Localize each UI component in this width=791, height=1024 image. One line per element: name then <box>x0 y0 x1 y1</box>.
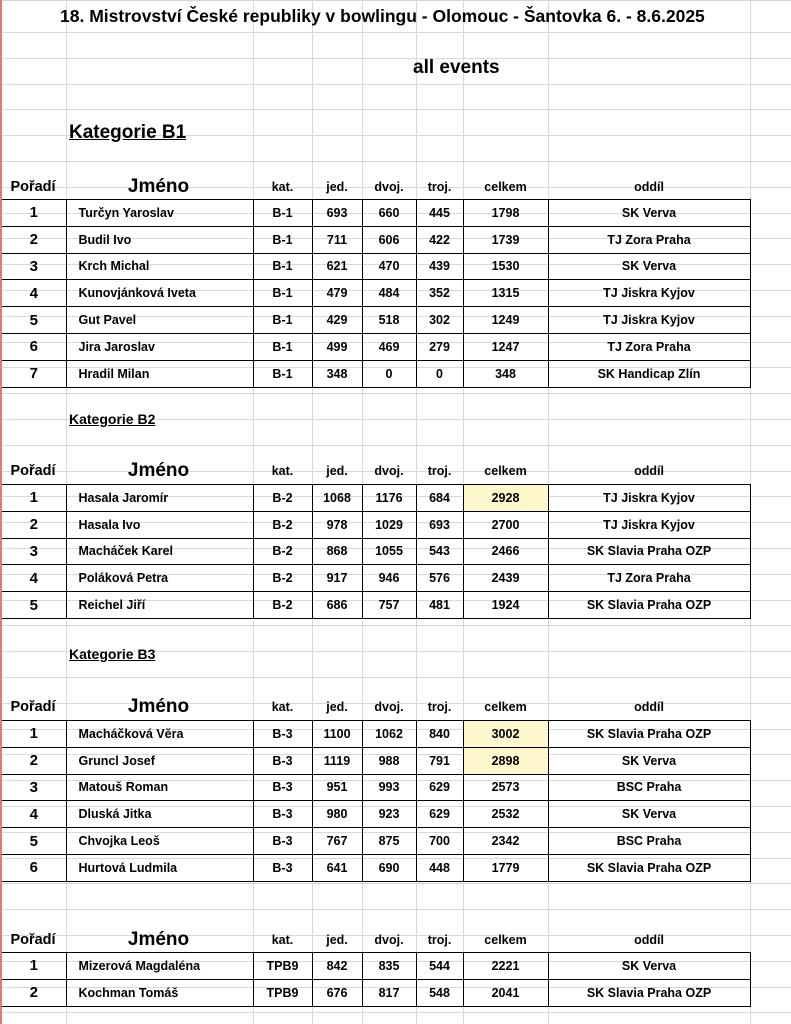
column-header-total: celkem <box>484 464 527 478</box>
cell-rank: 1 <box>2 485 66 512</box>
cell-name: Jira Jaroslav <box>66 333 253 360</box>
cell-rank: 4 <box>2 280 66 307</box>
cell-g1: 479 <box>312 280 362 307</box>
cell-g1: 951 <box>312 774 362 801</box>
column-header-cat: kat. <box>271 464 294 478</box>
cell-total: 1798 <box>463 200 548 227</box>
cell-total: 1530 <box>463 253 548 280</box>
cell-g1: 917 <box>312 565 362 592</box>
column-header-club: oddíl <box>634 180 664 194</box>
cell-rank: 2 <box>2 511 66 538</box>
column-header-g2: dvoj. <box>374 180 404 194</box>
cell-club: TJ Zora Praha <box>548 226 750 253</box>
cell-g3: 0 <box>416 360 463 387</box>
column-header-g3: troj. <box>427 464 452 478</box>
cell-name: Krch Michal <box>66 253 253 280</box>
cell-cat: B-2 <box>253 485 312 512</box>
cell-name: Reichel Jiří <box>66 592 253 619</box>
cell-g3: 543 <box>416 538 463 565</box>
cell-g1: 842 <box>312 953 362 980</box>
cell-total: 2928 <box>463 485 548 512</box>
gridline-horizontal <box>0 445 791 446</box>
cell-total: 348 <box>463 360 548 387</box>
cell-rank: 4 <box>2 565 66 592</box>
cell-cat: B-1 <box>253 333 312 360</box>
cell-rank: 5 <box>2 592 66 619</box>
column-header-g1: jed. <box>326 180 348 194</box>
cell-cat: TPB9 <box>253 979 312 1006</box>
table-row <box>2 565 750 592</box>
cell-club: SK Slavia Praha OZP <box>548 721 750 748</box>
cell-cat: B-2 <box>253 511 312 538</box>
column-header-name: Jméno <box>127 460 190 481</box>
cell-rank: 1 <box>2 200 66 227</box>
cell-total: 2342 <box>463 828 548 855</box>
cell-cat: B-2 <box>253 565 312 592</box>
cell-club: SK Slavia Praha OZP <box>548 592 750 619</box>
cell-name: Gruncl Josef <box>66 747 253 774</box>
cell-total: 2573 <box>463 774 548 801</box>
cell-cat: TPB9 <box>253 953 312 980</box>
cell-g1: 1068 <box>312 485 362 512</box>
cell-total: 2700 <box>463 511 548 538</box>
column-header-club: oddíl <box>634 933 664 947</box>
cell-rank: 2 <box>2 747 66 774</box>
cell-rank: 3 <box>2 253 66 280</box>
cell-cat: B-3 <box>253 801 312 828</box>
table-row <box>2 280 750 307</box>
cell-g1: 499 <box>312 333 362 360</box>
cell-total: 2532 <box>463 801 548 828</box>
column-header-g3: troj. <box>427 700 452 714</box>
column-header-rank: Pořadí <box>10 463 56 479</box>
results-table-4 <box>2 952 751 1007</box>
cell-club: SK Slavia Praha OZP <box>548 854 750 881</box>
column-header-g1: jed. <box>326 464 348 478</box>
column-header-name: Jméno <box>127 929 190 950</box>
column-header-g2: dvoj. <box>374 700 404 714</box>
cell-club: SK Slavia Praha OZP <box>548 538 750 565</box>
cell-g3: 422 <box>416 226 463 253</box>
cell-rank: 6 <box>2 854 66 881</box>
cell-cat: B-1 <box>253 253 312 280</box>
cell-club: SK Slavia Praha OZP <box>548 979 750 1006</box>
cell-name: Hurtová Ludmila <box>66 854 253 881</box>
cell-rank: 7 <box>2 360 66 387</box>
cell-g1: 621 <box>312 253 362 280</box>
column-header-total: celkem <box>484 700 527 714</box>
results-table-3 <box>2 720 751 882</box>
gridline-horizontal <box>0 677 791 678</box>
cell-g3: 302 <box>416 307 463 334</box>
cell-g3: 445 <box>416 200 463 227</box>
table-row <box>2 721 750 748</box>
category-heading-b1: Kategorie B1 <box>69 122 187 143</box>
gridline-horizontal <box>0 32 791 33</box>
table-row <box>2 226 750 253</box>
table-row <box>2 953 750 980</box>
cell-rank: 3 <box>2 774 66 801</box>
table-row <box>2 979 750 1006</box>
cell-g2: 1176 <box>362 485 416 512</box>
cell-cat: B-3 <box>253 854 312 881</box>
cell-club: SK Verva <box>548 801 750 828</box>
cell-total: 1249 <box>463 307 548 334</box>
table-row <box>2 592 750 619</box>
cell-g3: 576 <box>416 565 463 592</box>
table-row <box>2 747 750 774</box>
cell-rank: 4 <box>2 801 66 828</box>
category-heading-b3: Kategorie B3 <box>69 646 156 662</box>
cell-cat: B-3 <box>253 747 312 774</box>
cell-g3: 629 <box>416 774 463 801</box>
cell-rank: 1 <box>2 721 66 748</box>
gridline-horizontal <box>0 625 791 626</box>
cell-g3: 684 <box>416 485 463 512</box>
table-row <box>2 485 750 512</box>
cell-g2: 518 <box>362 307 416 334</box>
cell-club: TJ Jiskra Kyjov <box>548 307 750 334</box>
cell-g2: 0 <box>362 360 416 387</box>
cell-g2: 1062 <box>362 721 416 748</box>
cell-g2: 993 <box>362 774 416 801</box>
cell-g3: 481 <box>416 592 463 619</box>
cell-g3: 840 <box>416 721 463 748</box>
cell-club: TJ Jiskra Kyjov <box>548 485 750 512</box>
gridline-horizontal <box>0 84 791 85</box>
cell-g3: 544 <box>416 953 463 980</box>
cell-g3: 548 <box>416 979 463 1006</box>
column-header-name: Jméno <box>127 696 190 717</box>
column-header-g3: troj. <box>427 180 452 194</box>
cell-total: 3002 <box>463 721 548 748</box>
cell-name: Matouš Roman <box>66 774 253 801</box>
column-header-g2: dvoj. <box>374 464 404 478</box>
cell-g2: 690 <box>362 854 416 881</box>
cell-club: TJ Zora Praha <box>548 333 750 360</box>
cell-g1: 980 <box>312 801 362 828</box>
cell-name: Chvojka Leoš <box>66 828 253 855</box>
table-row <box>2 854 750 881</box>
cell-club: SK Verva <box>548 747 750 774</box>
cell-g1: 693 <box>312 200 362 227</box>
cell-name: Dluská Jitka <box>66 801 253 828</box>
cell-name: Poláková Petra <box>66 565 253 592</box>
column-header-name: Jméno <box>127 176 190 197</box>
cell-total: 2041 <box>463 979 548 1006</box>
column-header-total: celkem <box>484 933 527 947</box>
cell-g2: 946 <box>362 565 416 592</box>
cell-total: 2221 <box>463 953 548 980</box>
cell-g3: 629 <box>416 801 463 828</box>
cell-rank: 5 <box>2 828 66 855</box>
gridline-horizontal <box>0 58 791 59</box>
table-header-2 <box>0 458 791 484</box>
gridline-horizontal <box>0 161 791 162</box>
cell-cat: B-2 <box>253 538 312 565</box>
cell-rank: 2 <box>2 226 66 253</box>
cell-club: BSC Praha <box>548 774 750 801</box>
cell-name: Kochman Tomáš <box>66 979 253 1006</box>
table-row <box>2 253 750 280</box>
cell-total: 2898 <box>463 747 548 774</box>
table-row <box>2 511 750 538</box>
cell-name: Mizerová Magdaléna <box>66 953 253 980</box>
cell-g2: 923 <box>362 801 416 828</box>
cell-g2: 1029 <box>362 511 416 538</box>
cell-g3: 693 <box>416 511 463 538</box>
column-header-total: celkem <box>484 180 527 194</box>
cell-rank: 6 <box>2 333 66 360</box>
cell-club: TJ Zora Praha <box>548 565 750 592</box>
gridline-horizontal <box>0 1012 791 1013</box>
cell-cat: B-1 <box>253 200 312 227</box>
cell-rank: 3 <box>2 538 66 565</box>
cell-g1: 1100 <box>312 721 362 748</box>
gridline-horizontal <box>0 883 791 884</box>
cell-g1: 711 <box>312 226 362 253</box>
cell-name: Hasala Jaromír <box>66 485 253 512</box>
cell-club: SK Verva <box>548 253 750 280</box>
cell-club: TJ Jiskra Kyjov <box>548 511 750 538</box>
column-header-rank: Pořadí <box>10 932 56 948</box>
cell-name: Hradil Milan <box>66 360 253 387</box>
cell-g2: 988 <box>362 747 416 774</box>
cell-g3: 352 <box>416 280 463 307</box>
cell-total: 2466 <box>463 538 548 565</box>
cell-g2: 606 <box>362 226 416 253</box>
table-header-1 <box>0 174 791 200</box>
column-header-rank: Pořadí <box>10 699 56 715</box>
cell-g1: 686 <box>312 592 362 619</box>
cell-g2: 757 <box>362 592 416 619</box>
column-header-club: oddíl <box>634 700 664 714</box>
cell-club: TJ Jiskra Kyjov <box>548 280 750 307</box>
cell-g3: 448 <box>416 854 463 881</box>
cell-cat: B-1 <box>253 360 312 387</box>
cell-rank: 2 <box>2 979 66 1006</box>
table-header-3 <box>0 694 791 720</box>
table-row <box>2 333 750 360</box>
cell-name: Hasala Ivo <box>66 511 253 538</box>
cell-cat: B-1 <box>253 307 312 334</box>
cell-g2: 470 <box>362 253 416 280</box>
cell-g2: 835 <box>362 953 416 980</box>
cell-g1: 1119 <box>312 747 362 774</box>
cell-total: 1739 <box>463 226 548 253</box>
cell-club: SK Verva <box>548 953 750 980</box>
cell-g2: 817 <box>362 979 416 1006</box>
cell-g1: 767 <box>312 828 362 855</box>
cell-g3: 700 <box>416 828 463 855</box>
column-header-g1: jed. <box>326 700 348 714</box>
cell-cat: B-3 <box>253 828 312 855</box>
cell-club: SK Verva <box>548 200 750 227</box>
column-header-cat: kat. <box>271 700 294 714</box>
cell-cat: B-3 <box>253 721 312 748</box>
gridline-horizontal <box>0 909 791 910</box>
cell-cat: B-1 <box>253 226 312 253</box>
cell-club: BSC Praha <box>548 828 750 855</box>
category-heading-b2: Kategorie B2 <box>69 411 156 427</box>
cell-name: Macháčková Věra <box>66 721 253 748</box>
cell-g3: 439 <box>416 253 463 280</box>
table-row <box>2 307 750 334</box>
cell-total: 1247 <box>463 333 548 360</box>
cell-name: Turčyn Yaroslav <box>66 200 253 227</box>
page-subtitle: all events <box>413 57 500 78</box>
page-title: 18. Mistrovství České republiky v bowlingu - Olomouc - Šantovka 6. - 8.6.2025 <box>60 6 705 26</box>
table-row <box>2 801 750 828</box>
cell-g2: 469 <box>362 333 416 360</box>
table-row <box>2 774 750 801</box>
table-header-4 <box>0 927 791 953</box>
cell-name: Kunovjánková Iveta <box>66 280 253 307</box>
cell-g2: 1055 <box>362 538 416 565</box>
column-header-cat: kat. <box>271 933 294 947</box>
cell-total: 2439 <box>463 565 548 592</box>
cell-g2: 875 <box>362 828 416 855</box>
cell-total: 1924 <box>463 592 548 619</box>
gridline-horizontal <box>0 109 791 110</box>
cell-name: Gut Pavel <box>66 307 253 334</box>
cell-g3: 791 <box>416 747 463 774</box>
cell-cat: B-2 <box>253 592 312 619</box>
cell-rank: 5 <box>2 307 66 334</box>
column-header-g3: troj. <box>427 933 452 947</box>
column-header-g1: jed. <box>326 933 348 947</box>
column-header-club: oddíl <box>634 464 664 478</box>
cell-rank: 1 <box>2 953 66 980</box>
table-row <box>2 828 750 855</box>
cell-club: SK Handicap Zlín <box>548 360 750 387</box>
cell-total: 1779 <box>463 854 548 881</box>
column-header-g2: dvoj. <box>374 933 404 947</box>
cell-total: 1315 <box>463 280 548 307</box>
column-header-cat: kat. <box>271 180 294 194</box>
cell-g3: 279 <box>416 333 463 360</box>
results-table-2 <box>2 484 751 619</box>
cell-cat: B-1 <box>253 280 312 307</box>
cell-g1: 868 <box>312 538 362 565</box>
cell-cat: B-3 <box>253 774 312 801</box>
cell-g1: 429 <box>312 307 362 334</box>
cell-g1: 676 <box>312 979 362 1006</box>
cell-g1: 978 <box>312 511 362 538</box>
table-row <box>2 538 750 565</box>
cell-g1: 348 <box>312 360 362 387</box>
cell-g1: 641 <box>312 854 362 881</box>
gridline-horizontal <box>0 393 791 394</box>
cell-g2: 484 <box>362 280 416 307</box>
results-table-1 <box>2 199 751 388</box>
table-row <box>2 360 750 387</box>
cell-name: Budil Ivo <box>66 226 253 253</box>
cell-g2: 660 <box>362 200 416 227</box>
cell-name: Macháček Karel <box>66 538 253 565</box>
table-row <box>2 200 750 227</box>
column-header-rank: Pořadí <box>10 179 56 195</box>
